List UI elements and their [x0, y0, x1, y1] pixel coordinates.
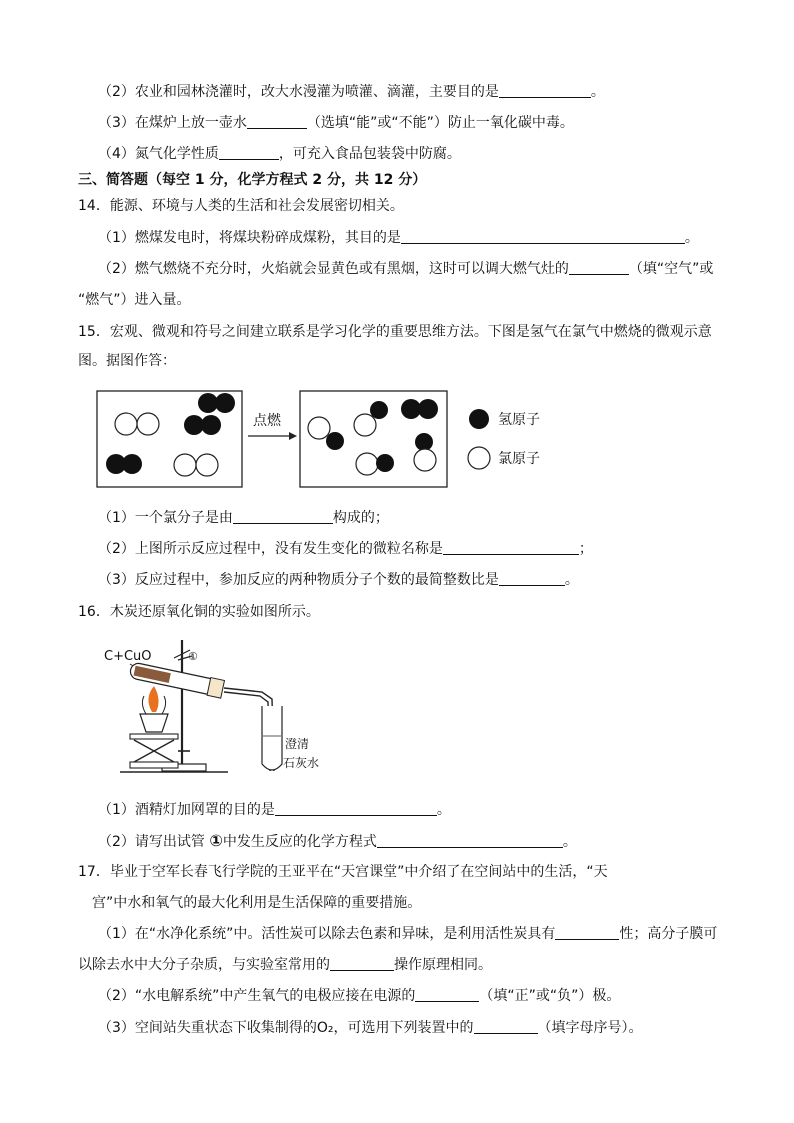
chlorine-atom	[414, 449, 436, 471]
answer-blank[interactable]	[415, 987, 479, 1002]
chlorine-atom	[115, 413, 137, 435]
q16-part1: （1）酒精灯加网罩的目的是 。	[98, 802, 451, 818]
legend-chlorine-symbol	[468, 447, 490, 469]
answer-blank[interactable]	[377, 833, 563, 848]
hydrogen-atom	[418, 399, 438, 419]
chlorine-atom	[354, 414, 376, 436]
lab-jack-base	[130, 762, 178, 768]
tube-number: ①	[209, 831, 223, 850]
q15-stem-cont: 图。据图作答：	[78, 353, 176, 369]
q14-part1: （1）燃煤发电时，将煤块粉碎成煤粉，其目的是 。	[98, 230, 699, 246]
q17-stem: 17．毕业于空军长春飞行学院的王亚平在“天宫课堂”中介绍了在空间站中的生活，“天	[78, 864, 608, 880]
alcohol-lamp	[140, 714, 168, 732]
combustion-micro-diagram	[95, 388, 555, 490]
lab-jack-top	[130, 734, 178, 739]
q13-part2: （2）农业和园林浇灌时，改大水漫灌为喷灌、滴灌，主要目的是 。	[98, 84, 605, 100]
q15-part3: （3）反应过程中，参加反应的两种物质分子个数的最简整数比是 。	[98, 572, 579, 588]
q14-stem: 14．能源、环境与人类的生活和社会发展密切相关。	[78, 198, 404, 214]
chlorine-atom	[356, 453, 378, 475]
chlorine-atom	[137, 413, 159, 435]
section-heading: 三、简答题（每空 1 分，化学方程式 2 分，共 12 分）	[78, 172, 427, 188]
q17-stem-cont: 宫”中水和氧气的最大化利用是生活保障的重要措施。	[92, 895, 422, 911]
answer-blank[interactable]	[555, 925, 619, 940]
q15-part2: （2）上图所示反应过程中，没有发生变化的微粒名称是 ；	[98, 541, 593, 557]
arrow-label: 点燃	[253, 413, 281, 429]
q17-part3: （3）空间站失重状态下收集制得的O₂，可选用下列装置中的 （填字母序号）。	[98, 1020, 643, 1036]
legend-hydrogen-symbol	[469, 409, 489, 429]
arrow-head	[289, 432, 297, 440]
q17-part1: （1）在“水净化系统”中。活性炭可以除去色素和异味，是利用活性炭具有 性；高分子膜可	[98, 926, 718, 942]
answer-blank[interactable]	[247, 114, 307, 129]
answer-blank[interactable]	[443, 540, 579, 555]
q15-part1: （1）一个氯分子是由 构成的；	[98, 510, 389, 526]
answer-blank[interactable]	[275, 801, 437, 816]
limewater-label-1: 澄清	[285, 737, 310, 751]
hydrogen-atom	[326, 432, 344, 450]
q16-stem: 16．木炭还原氧化铜的实验如图所示。	[78, 604, 320, 620]
legend-chlorine-label: 氯原子	[498, 451, 540, 467]
q14-part2-cont: “燃气”）进入量。	[78, 292, 191, 308]
answer-blank[interactable]	[499, 83, 591, 98]
q17-part2: （2）“水电解系统”中产生氧气的电极应接在电源的 （填“正”或“负”）极。	[98, 988, 621, 1004]
answer-blank[interactable]	[330, 956, 394, 971]
hydrogen-atom	[122, 454, 142, 474]
chlorine-atom	[196, 454, 218, 476]
q14-part2: （2）燃气燃烧不充分时，火焰就会显黄色或有黑烟，这时可以调大燃气灶的 （填“空气”或	[98, 261, 714, 277]
charcoal-reduction-apparatus	[100, 636, 340, 781]
tube-number-label: ①	[188, 650, 198, 663]
hydrogen-atom	[370, 401, 388, 419]
test-tube	[129, 661, 225, 698]
lab-jack-scissors	[134, 740, 174, 762]
answer-blank[interactable]	[569, 260, 629, 275]
q17-part1-cont: 以除去水中大分子杂质，与实验室常用的 操作原理相同。	[78, 957, 492, 973]
q15-stem: 15．宏观、微观和符号之间建立联系是学习化学的重要思维方法。下图是氢气在氯气中燃烧的微观示意	[78, 324, 712, 340]
legend-hydrogen-label: 氢原子	[498, 412, 540, 428]
answer-blank[interactable]	[499, 571, 565, 586]
hydrogen-atom	[376, 454, 394, 472]
hydrogen-atom	[415, 433, 433, 451]
answer-blank[interactable]	[474, 1019, 538, 1034]
limewater-label-2: 石灰水	[283, 756, 320, 770]
reactant-label: C+CuO	[104, 649, 152, 664]
q13-part3: （3）在煤炉上放一壶水 （选填“能”或“不能”）防止一氧化碳中毒。	[98, 115, 574, 131]
answer-blank[interactable]	[233, 509, 333, 524]
chlorine-atom	[174, 454, 196, 476]
receiving-tube	[262, 706, 282, 770]
flame-icon	[148, 686, 158, 712]
hydrogen-atom	[215, 393, 235, 413]
hydrogen-atom	[201, 415, 221, 435]
answer-blank[interactable]	[401, 229, 685, 244]
chlorine-atom	[308, 417, 330, 439]
answer-blank[interactable]	[219, 145, 279, 160]
q13-part4: （4）氮气化学性质 ，可充入食品包装袋中防腐。	[98, 146, 461, 162]
q16-part2: （2）请写出试管 ①中发生反应的化学方程式 。	[98, 831, 577, 850]
